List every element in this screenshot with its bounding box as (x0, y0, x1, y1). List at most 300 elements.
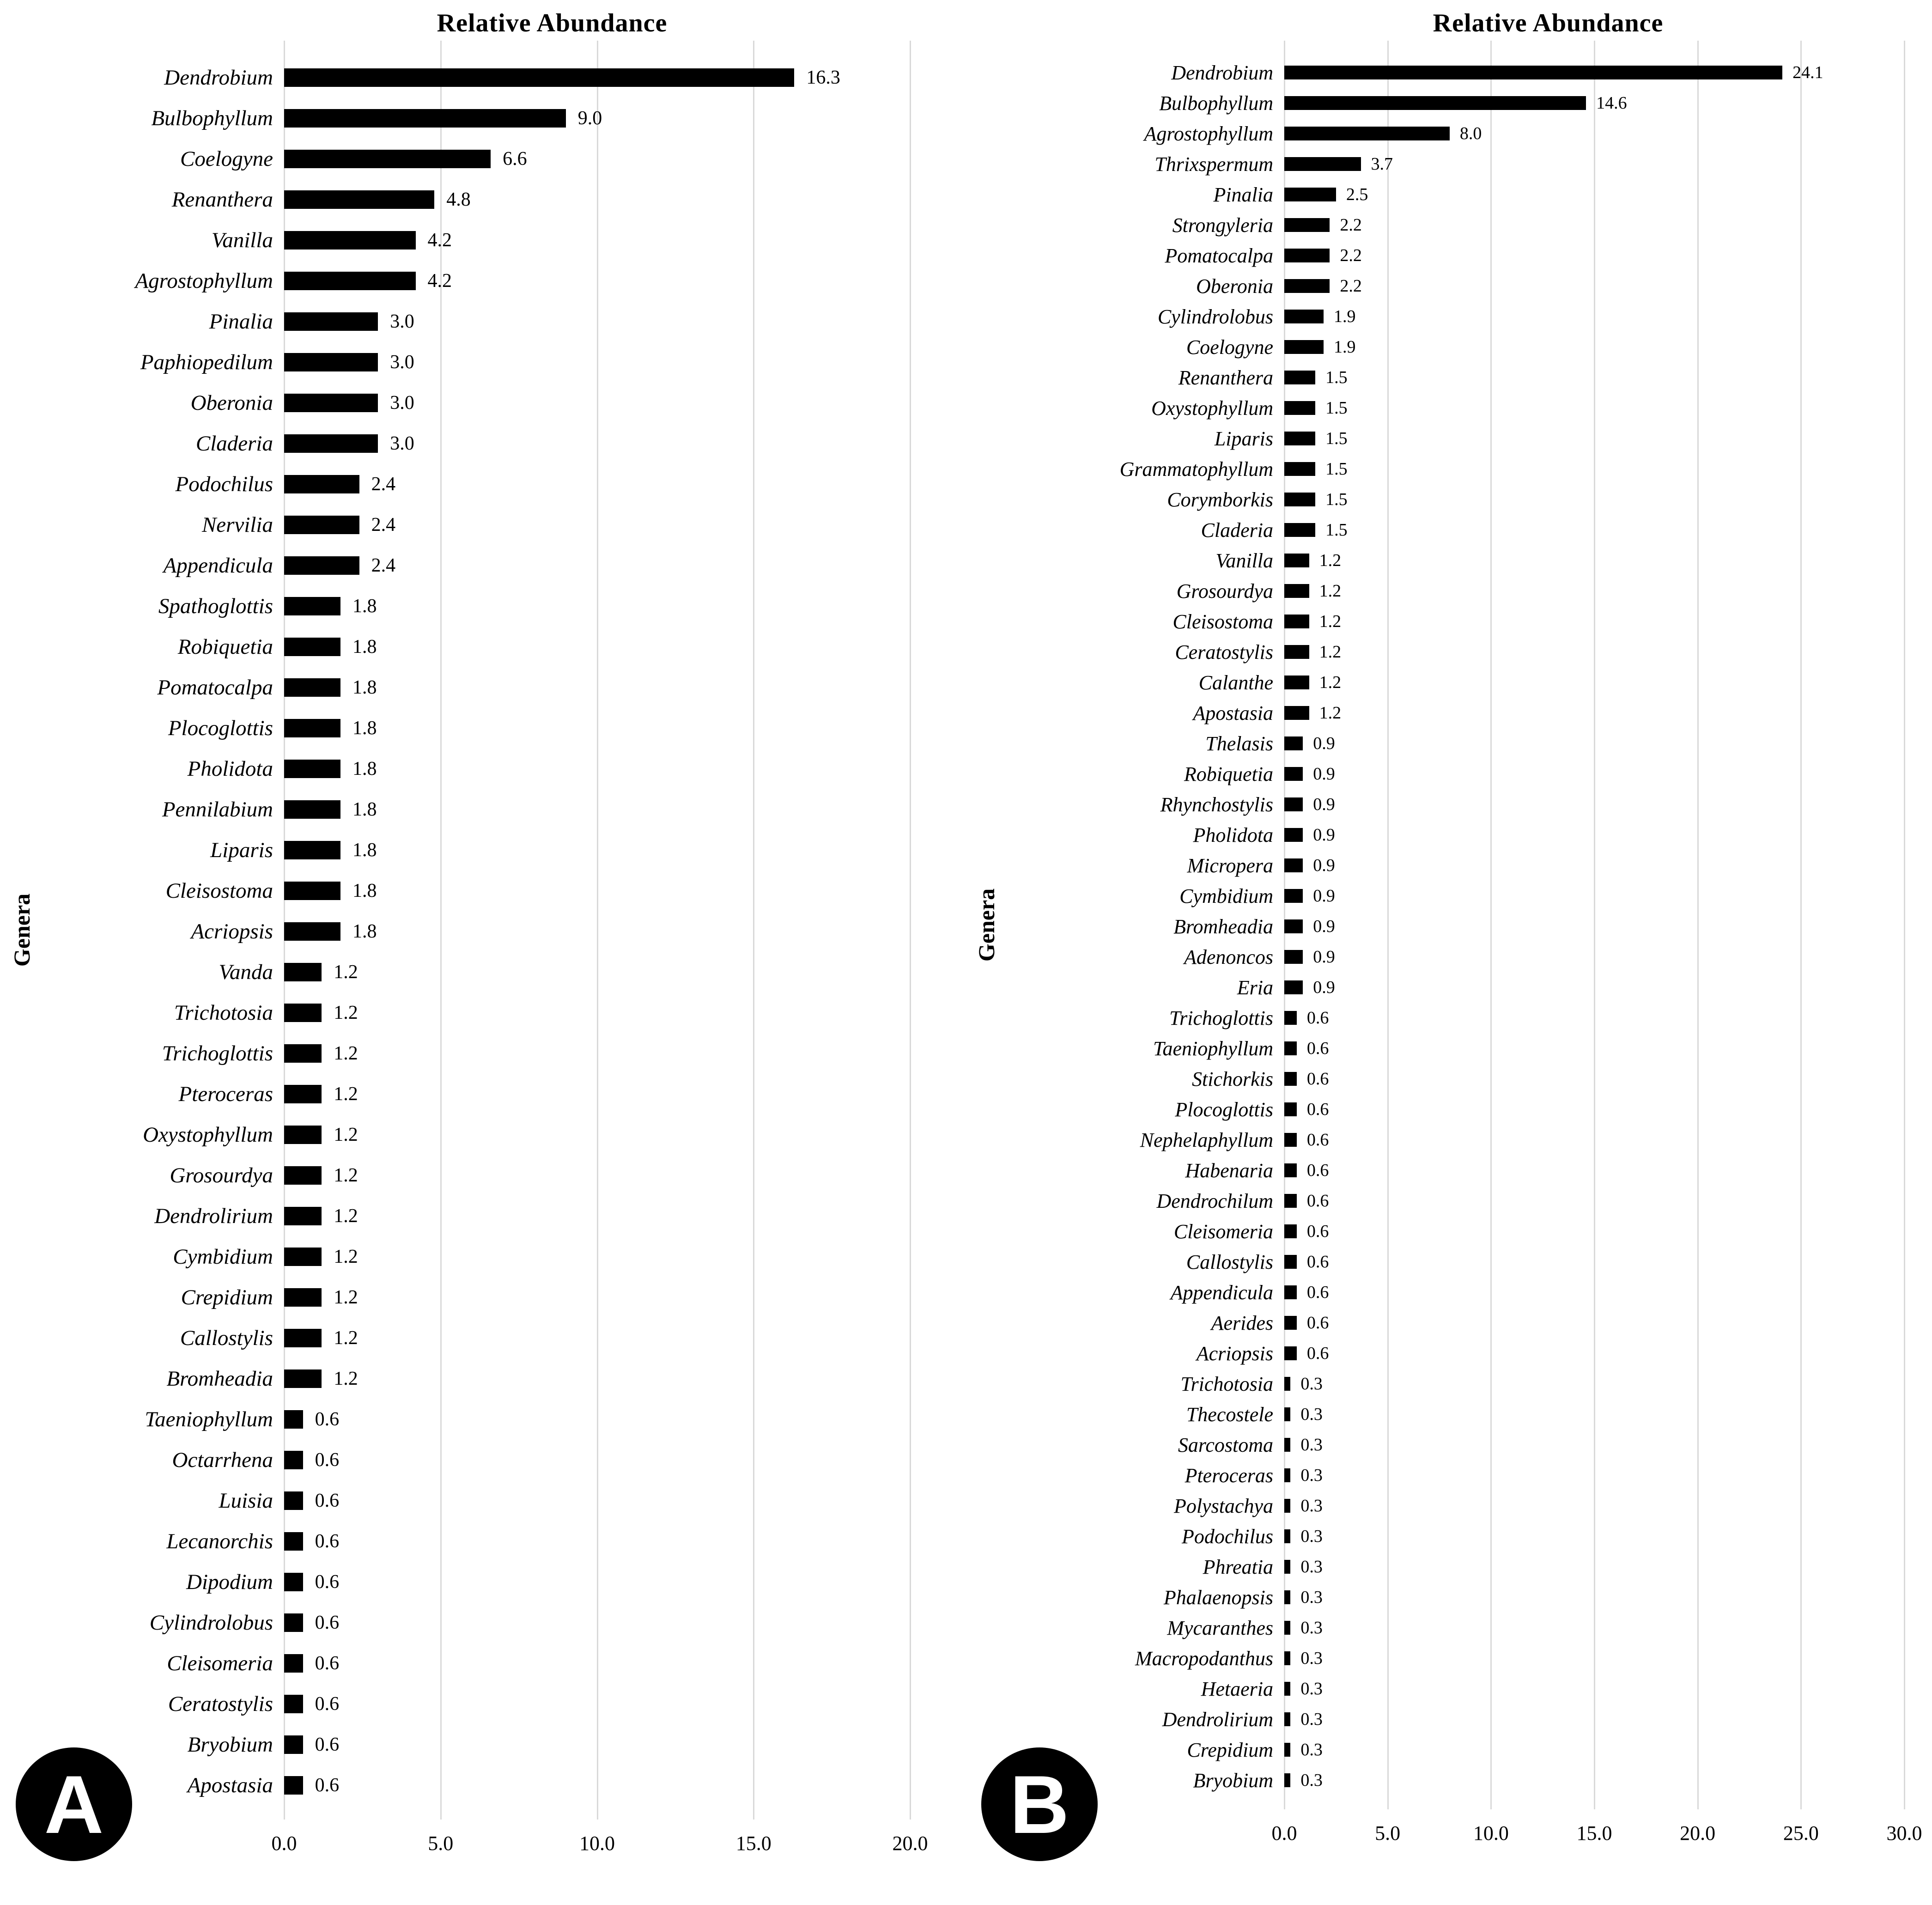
value-label: 1.8 (352, 840, 377, 861)
bar-row (1284, 637, 1904, 667)
bar (1284, 889, 1303, 903)
bar-row (1284, 667, 1904, 698)
bar (284, 231, 416, 250)
genus-label: Thelasis (1205, 732, 1273, 755)
chart-title-B: Relative Abundance (1433, 9, 1664, 37)
bar (1284, 1560, 1290, 1574)
genus-label: Ceratostylis (168, 1692, 273, 1716)
genus-label: Bryobium (187, 1733, 273, 1757)
value-label: 0.3 (1300, 1374, 1323, 1394)
value-label: 1.2 (334, 1327, 358, 1349)
bar-row (1284, 1308, 1904, 1338)
genus-label: Appendicula (1170, 1281, 1273, 1304)
value-label: 14.6 (1596, 93, 1627, 113)
bar (284, 1085, 322, 1103)
genus-label: Cymbidium (173, 1245, 273, 1269)
bar-row (284, 708, 910, 749)
genus-label: Nephelaphyllum (1140, 1128, 1273, 1151)
bar-row (1284, 210, 1904, 240)
y-axis-title-B: Genera (973, 888, 999, 962)
genus-label: Pholidota (1193, 823, 1273, 846)
value-label: 0.9 (1313, 917, 1335, 936)
value-label: 0.6 (315, 1449, 340, 1471)
x-tick-label: 10.0 (579, 1832, 615, 1855)
genus-label: Grammatophyllum (1119, 457, 1273, 481)
panel-badge-A: A (16, 1747, 132, 1861)
value-label: 1.8 (352, 799, 377, 820)
genus-label: Plocoglottis (1175, 1098, 1273, 1121)
bar-row (1284, 1094, 1904, 1125)
genus-label: Pennilabium (162, 797, 273, 822)
bar-row (1284, 1704, 1904, 1735)
genus-label: Bromheadia (1173, 915, 1273, 938)
genus-label: Habenaria (1185, 1159, 1273, 1182)
bar-row (1284, 1399, 1904, 1430)
value-label: 2.4 (371, 555, 396, 576)
bar-row (1284, 515, 1904, 545)
genus-label: Podochilus (1182, 1525, 1273, 1548)
bar (1284, 188, 1336, 201)
bar (284, 68, 794, 87)
value-label: 1.8 (352, 921, 377, 942)
genus-label: Robiquetia (1184, 762, 1273, 785)
value-label: 0.9 (1313, 825, 1335, 845)
value-label: 1.5 (1325, 368, 1348, 387)
genus-label: Thrixspermum (1154, 152, 1273, 176)
value-label: 0.6 (1306, 1039, 1329, 1058)
genus-label: Cleisostoma (1173, 610, 1273, 633)
bar-row (284, 870, 910, 911)
x-tick-label: 5.0 (428, 1832, 454, 1855)
chart-body-A (0, 41, 966, 1820)
bar-row (284, 1236, 910, 1277)
bar (1284, 1011, 1297, 1025)
value-label: 1.2 (1319, 551, 1342, 570)
x-tick-label: 20.0 (892, 1832, 928, 1855)
bar (1284, 279, 1330, 293)
genus-label: Trichotosia (174, 1001, 273, 1025)
genus-label: Cylindrolobus (149, 1611, 273, 1635)
genus-label: Appendicula (163, 554, 273, 578)
value-label: 0.3 (1300, 1435, 1323, 1455)
value-label: 0.6 (1306, 1222, 1329, 1241)
bar (1284, 1346, 1297, 1360)
bar (1284, 340, 1324, 354)
genus-label: Phalaenopsis (1163, 1586, 1273, 1609)
value-label: 0.6 (1306, 1069, 1329, 1089)
value-label: 4.2 (427, 270, 452, 292)
genus-label: Cymbidium (1179, 884, 1273, 907)
value-label: 1.5 (1325, 520, 1348, 540)
x-tick-label: 15.0 (1576, 1822, 1612, 1844)
value-label: 1.2 (1319, 581, 1342, 601)
value-label: 0.9 (1313, 886, 1335, 906)
bar (1284, 432, 1315, 445)
genus-label: Grosourdya (1176, 579, 1273, 603)
value-label: 0.3 (1300, 1649, 1323, 1668)
value-label: 1.2 (334, 1368, 358, 1389)
value-label: 0.6 (1306, 1344, 1329, 1363)
bar (1284, 66, 1782, 79)
bar-row (284, 505, 910, 545)
bar-row (284, 1318, 910, 1358)
value-label: 1.9 (1333, 307, 1356, 326)
bar (1284, 1285, 1297, 1299)
bar-row (284, 1643, 910, 1684)
genus-label: Acriopsis (191, 919, 273, 943)
genus-label: Vanda (219, 960, 273, 984)
value-label: 0.3 (1300, 1679, 1323, 1698)
bar (284, 719, 340, 737)
bar-row (1284, 881, 1904, 911)
value-label: 1.2 (334, 1287, 358, 1308)
bar (284, 1654, 303, 1673)
bar-row (1284, 1338, 1904, 1369)
bar (1284, 1194, 1297, 1208)
value-label: 0.6 (1306, 1252, 1329, 1272)
bar (284, 434, 378, 453)
value-label: 0.9 (1313, 978, 1335, 997)
genus-label: Claderia (1201, 518, 1273, 542)
bar (284, 1288, 322, 1307)
bar (1284, 1590, 1290, 1604)
bar-row (284, 1480, 910, 1521)
value-label: 4.2 (427, 230, 452, 251)
bar (1284, 828, 1303, 842)
genus-label: Thecostele (1186, 1403, 1273, 1426)
genus-label: Bryobium (1193, 1769, 1273, 1792)
genus-label: Dipodium (186, 1570, 273, 1594)
genus-label: Dendrolirium (154, 1204, 273, 1228)
value-label: 0.6 (1306, 1008, 1329, 1028)
genus-label: Callostylis (180, 1326, 273, 1350)
genus-label: Eria (1237, 976, 1273, 999)
value-label: 0.6 (1306, 1100, 1329, 1119)
bar (284, 1248, 322, 1266)
bar-row (284, 98, 910, 139)
value-label: 1.9 (1333, 337, 1356, 357)
value-label: 0.6 (1306, 1283, 1329, 1302)
bar-row (284, 301, 910, 342)
value-label: 1.5 (1325, 429, 1348, 448)
value-label: 1.8 (352, 596, 377, 617)
genus-label: Pteroceras (178, 1082, 273, 1106)
value-label: 0.6 (315, 1775, 340, 1796)
bar (284, 150, 491, 168)
bar-row (284, 789, 910, 830)
bar-row (1284, 454, 1904, 484)
x-tick-label: 30.0 (1886, 1822, 1922, 1844)
bar (284, 394, 378, 412)
genus-label: Hetaeria (1201, 1677, 1273, 1700)
bar (1284, 1468, 1290, 1482)
genus-label: Oxystophyllum (1151, 396, 1273, 420)
bar-row (1284, 1674, 1904, 1704)
bar-row (284, 464, 910, 505)
chart-body-B (966, 41, 1932, 1809)
genus-label: Trichotosia (1180, 1372, 1273, 1395)
genus-label: Crepidium (1187, 1738, 1273, 1761)
bar (1284, 1377, 1290, 1391)
value-label: 0.3 (1300, 1405, 1323, 1424)
genus-label: Phreatia (1203, 1555, 1273, 1578)
genus-label: Renanthera (171, 188, 273, 212)
value-label: 9.0 (577, 108, 602, 129)
bar (1284, 645, 1309, 659)
bar (1284, 310, 1324, 323)
bar-row (284, 952, 910, 992)
bar-row (1284, 1125, 1904, 1155)
value-label: 0.6 (315, 1490, 340, 1511)
bar-row (1284, 789, 1904, 820)
value-label: 4.8 (446, 189, 471, 210)
value-label: 0.6 (315, 1653, 340, 1674)
genus-label: Strongyleria (1172, 213, 1273, 237)
value-label: 24.1 (1792, 63, 1823, 82)
bar (1284, 1041, 1297, 1055)
bar (284, 1207, 322, 1225)
bar (1284, 1072, 1297, 1086)
bar-row (1284, 118, 1904, 149)
value-label: 1.2 (334, 962, 358, 983)
bar-row (284, 1562, 910, 1602)
bar-row (284, 1074, 910, 1114)
genus-label: Oberonia (190, 391, 273, 415)
bar (1284, 96, 1586, 110)
value-label: 3.0 (390, 311, 414, 332)
bar-row (1284, 911, 1904, 942)
value-label: 1.2 (334, 1205, 358, 1227)
category-labels-B (1007, 41, 1284, 1809)
bar (1284, 523, 1315, 537)
genus-label: Callostylis (1186, 1250, 1273, 1273)
bar (284, 1166, 322, 1185)
value-label: 2.5 (1346, 185, 1368, 204)
bar (1284, 1224, 1297, 1238)
bar (1284, 493, 1315, 506)
genus-label: Agrostophyllum (1144, 122, 1273, 145)
bar-row (284, 220, 910, 261)
bar-row (284, 423, 910, 464)
x-tick-label: 15.0 (735, 1832, 772, 1855)
genus-label: Agrostophyllum (135, 269, 273, 293)
genus-label: Mycaranthes (1167, 1616, 1273, 1639)
genus-label: Polystachya (1173, 1494, 1273, 1517)
bar (1284, 1743, 1290, 1757)
bar-row (1284, 1582, 1904, 1613)
genus-label: Spathoglottis (158, 594, 273, 618)
bar-row (284, 57, 910, 98)
bar-row (1284, 1521, 1904, 1552)
value-label: 0.3 (1300, 1740, 1323, 1759)
bar (284, 882, 340, 900)
bar (284, 963, 322, 981)
genus-label: Coelogyne (1186, 335, 1273, 359)
bar-row (1284, 1155, 1904, 1186)
value-label: 1.2 (334, 1002, 358, 1023)
bar-row (1284, 698, 1904, 728)
bar (1284, 371, 1315, 384)
genus-label: Dendrolirium (1162, 1708, 1273, 1731)
genus-label: Vanilla (1215, 549, 1273, 572)
bar (1284, 1407, 1290, 1421)
value-label: 6.6 (503, 148, 527, 170)
bar-row (1284, 423, 1904, 454)
panel-badge-B: B (981, 1747, 1098, 1861)
x-tick-label: 20.0 (1680, 1822, 1716, 1844)
bar-row (1284, 271, 1904, 301)
value-label: 1.2 (1319, 612, 1342, 631)
bars-plot-B (1284, 41, 1904, 1809)
genus-label: Coelogyne (180, 147, 273, 171)
value-label: 2.4 (371, 474, 396, 495)
value-label: 0.3 (1300, 1557, 1323, 1576)
genus-label: Claderia (195, 432, 273, 456)
bar-row (284, 1602, 910, 1643)
bar-row (1284, 88, 1904, 118)
bar (284, 109, 566, 128)
bar (1284, 1499, 1290, 1513)
bar (284, 1126, 322, 1144)
bar-row (1284, 606, 1904, 637)
bar (284, 1573, 303, 1591)
x-tick-label: 0.0 (1271, 1822, 1297, 1844)
bar-row (1284, 179, 1904, 210)
genus-label: Luisia (219, 1489, 273, 1513)
bar (1284, 1133, 1297, 1147)
value-label: 0.6 (1306, 1130, 1329, 1150)
bar (1284, 218, 1330, 232)
genus-label: Crepidium (181, 1285, 273, 1309)
bar-row (1284, 362, 1904, 393)
bar (284, 516, 359, 534)
value-label: 2.4 (371, 514, 396, 536)
value-label: 0.3 (1300, 1771, 1323, 1790)
genus-label: Trichoglottis (1169, 1006, 1273, 1029)
bar (284, 1613, 303, 1632)
value-label: 0.6 (1306, 1313, 1329, 1333)
bar (1284, 1529, 1290, 1543)
bar (284, 1491, 303, 1510)
bar (284, 841, 340, 859)
bar-row (284, 667, 910, 708)
bar (284, 678, 340, 697)
bar (1284, 615, 1309, 628)
value-label: 0.3 (1300, 1618, 1323, 1637)
bar-row (284, 383, 910, 423)
genus-label: Taeniophyllum (1153, 1037, 1273, 1060)
value-label: 1.2 (334, 1246, 358, 1267)
bar (1284, 1316, 1297, 1330)
bar (1284, 1438, 1290, 1452)
value-label: 1.8 (352, 718, 377, 739)
genus-label: Adenoncos (1184, 945, 1273, 968)
genus-label: Rhynchostylis (1160, 793, 1273, 816)
bar (284, 272, 416, 290)
genus-label: Apostasia (1193, 701, 1273, 724)
bar-row (284, 1155, 910, 1196)
x-tick-label: 25.0 (1783, 1822, 1819, 1844)
value-label: 1.8 (352, 677, 377, 698)
genus-label: Dendrobium (1171, 61, 1273, 84)
bar (284, 597, 340, 615)
value-label: 0.3 (1300, 1496, 1323, 1515)
value-label: 1.8 (352, 880, 377, 901)
bar-row (1284, 942, 1904, 972)
bar-row (284, 545, 910, 586)
bar-row (1284, 1247, 1904, 1277)
x-tick-label: 0.0 (271, 1832, 297, 1855)
bar-row (284, 749, 910, 789)
bar (284, 1369, 322, 1388)
bar (1284, 584, 1309, 598)
bar (1284, 127, 1450, 140)
bar-row (284, 342, 910, 383)
bar (1284, 919, 1303, 933)
value-label: 1.2 (1319, 703, 1342, 723)
bar-row (284, 1765, 910, 1806)
bar (284, 475, 359, 493)
genus-label: Nervilia (201, 513, 273, 537)
bar-row (284, 911, 910, 952)
y-axis-title-A: Genera (9, 893, 35, 967)
genus-label: Robiquetia (177, 635, 273, 659)
bar (1284, 157, 1361, 171)
bar-row (1284, 301, 1904, 332)
bar-row (1284, 1735, 1904, 1765)
bar (284, 1776, 303, 1795)
value-label: 0.6 (315, 1409, 340, 1430)
value-label: 2.2 (1340, 246, 1362, 265)
bar (1284, 950, 1303, 964)
genus-label: Bromheadia (166, 1367, 273, 1391)
bar-row (1284, 1033, 1904, 1064)
value-label: 0.6 (315, 1571, 340, 1593)
genus-label: Micropera (1187, 854, 1273, 877)
value-label: 0.6 (1306, 1161, 1329, 1180)
genus-label: Paphiopedilum (140, 350, 273, 374)
x-axis-A (271, 1820, 928, 1870)
bar (284, 190, 434, 209)
value-label: 1.2 (334, 1124, 358, 1145)
bar-row (1284, 1430, 1904, 1460)
bar (284, 1044, 322, 1063)
genus-label: Grosourdya (170, 1163, 273, 1187)
bar (1284, 1621, 1290, 1635)
value-label: 1.2 (334, 1043, 358, 1064)
x-tick-label: 5.0 (1375, 1822, 1401, 1844)
bar (1284, 462, 1315, 476)
value-label: 2.2 (1340, 276, 1362, 296)
bar (1284, 401, 1315, 415)
genus-label: Apostasia (187, 1773, 273, 1797)
bar (1284, 767, 1303, 781)
bar-row (1284, 57, 1904, 88)
bar-row (284, 586, 910, 627)
bar (284, 556, 359, 575)
bar (1284, 1255, 1297, 1269)
bar (284, 1451, 303, 1469)
bar (284, 312, 378, 331)
bar (284, 638, 340, 656)
genus-label: Dendrobium (164, 66, 273, 90)
value-label: 1.8 (352, 636, 377, 657)
genus-label: Sarcostoma (1178, 1433, 1273, 1456)
bar-row (1284, 1765, 1904, 1795)
bar (284, 1410, 303, 1429)
value-label: 1.2 (334, 1165, 358, 1186)
genus-label: Renanthera (1178, 366, 1273, 389)
